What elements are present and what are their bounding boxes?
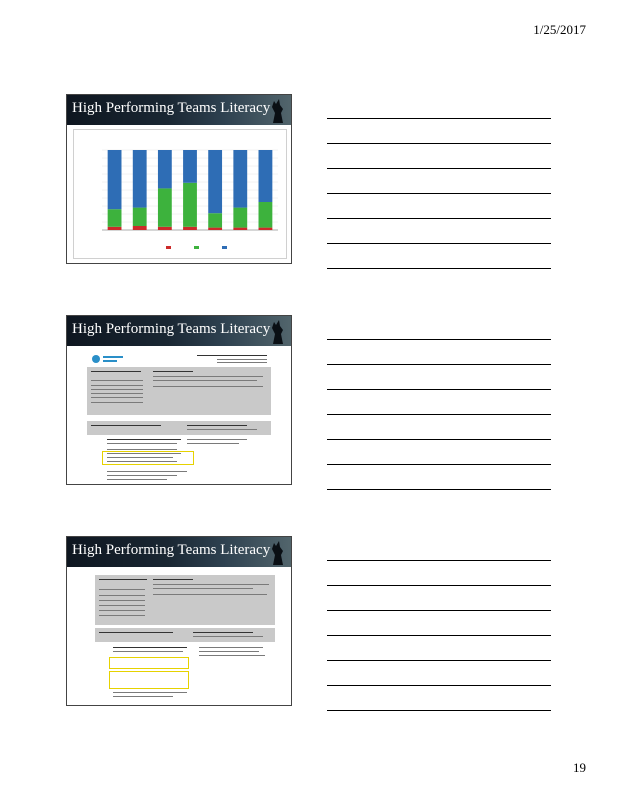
highlight-box: [109, 671, 189, 689]
doc-line: [193, 636, 263, 637]
doc-line: [91, 380, 143, 381]
highlight-box: [102, 451, 194, 465]
doc-line: [153, 588, 253, 589]
doc-line: [113, 696, 173, 697]
doc-line: [153, 584, 269, 585]
doc-line: [99, 615, 145, 616]
slide-body: [67, 567, 291, 705]
doc-line: [91, 397, 143, 398]
doc-line: [187, 429, 257, 430]
slide-thumbnail-1: [66, 94, 292, 264]
doc-line: [91, 425, 161, 426]
doc-line: [153, 371, 193, 372]
legend-swatch-1: [166, 246, 171, 249]
logo-icon: [91, 353, 125, 365]
page-number: 19: [573, 760, 586, 775]
notes-lines-1: [327, 94, 551, 269]
doc-line: [217, 359, 267, 360]
doc-line: [99, 595, 145, 596]
doc-line: [99, 589, 145, 590]
doc-line: [107, 479, 167, 480]
bar-segment-3-category-5: [208, 150, 222, 213]
doc-title-line: [197, 355, 267, 356]
doc-line: [99, 610, 145, 611]
chart-canvas: [74, 130, 286, 258]
bar-segment-3-category-1: [108, 150, 122, 209]
highlight-box: [109, 657, 189, 669]
doc-line: [91, 402, 143, 403]
doc-line: [153, 380, 257, 381]
document-thumbnail: [95, 575, 275, 703]
bar-segment-3-category-4: [183, 150, 197, 183]
bar-segment-1-category-4: [183, 227, 197, 230]
doc-line: [91, 371, 141, 372]
slide-thumbnail-2: [66, 315, 292, 485]
bar-segment-2-category-2: [133, 208, 147, 226]
doc-line: [113, 692, 187, 693]
doc-line: [91, 389, 143, 390]
slide-title: High Performing Teams Literacy: [72, 321, 271, 337]
doc-line: [199, 651, 259, 652]
doc-line: [199, 655, 265, 656]
doc-summary-band: [87, 367, 271, 415]
bar-segment-2-category-4: [183, 183, 197, 227]
doc-line: [187, 425, 247, 426]
legend-swatch-3: [222, 246, 227, 249]
doc-line: [153, 376, 263, 377]
slide-header: [67, 95, 291, 125]
doc-line: [153, 594, 267, 595]
doc-section-header: [95, 628, 275, 642]
bar-segment-3-category-6: [233, 150, 247, 208]
doc-line: [107, 471, 187, 472]
doc-line: [99, 632, 173, 633]
document-thumbnail: [87, 350, 271, 482]
bar-segment-2-category-6: [233, 208, 247, 228]
slide-thumbnail-3: [66, 536, 292, 706]
slide-title: High Performing Teams Literacy: [72, 542, 271, 558]
doc-line: [91, 393, 143, 394]
doc-line: [107, 443, 177, 444]
wolf-icon: [259, 316, 289, 346]
doc-line: [107, 439, 181, 440]
bar-segment-1-category-7: [259, 228, 273, 230]
doc-line: [187, 439, 247, 440]
bar-segment-1-category-1: [108, 227, 122, 230]
doc-line: [113, 647, 187, 648]
doc-line: [107, 475, 177, 476]
bar-segment-1-category-6: [233, 228, 247, 230]
slide-date: 1/25/2017: [533, 22, 586, 37]
bar-segment-3-category-2: [133, 150, 147, 208]
bar-segment-1-category-3: [158, 227, 172, 230]
doc-line: [153, 386, 263, 387]
doc-line: [107, 449, 177, 450]
stacked-bar-chart: [73, 129, 287, 259]
notes-lines-3: [327, 536, 551, 711]
doc-line: [99, 579, 147, 580]
slide-header: [67, 537, 291, 567]
doc-line: [91, 385, 143, 386]
doc-line: [153, 579, 193, 580]
legend-swatch-2: [194, 246, 199, 249]
notes-lines-2: [327, 315, 551, 490]
wolf-icon: [259, 537, 289, 567]
bar-segment-3-category-3: [158, 150, 172, 188]
slide-body: [67, 346, 291, 484]
bar-segment-1-category-2: [133, 226, 147, 230]
doc-line: [99, 605, 145, 606]
doc-line: [187, 443, 239, 444]
bar-segment-2-category-7: [259, 202, 273, 228]
doc-line: [217, 362, 267, 363]
doc-line: [199, 647, 263, 648]
wolf-icon: [259, 95, 289, 125]
slide-body: [67, 125, 291, 263]
doc-line: [193, 632, 253, 633]
slide-header: [67, 316, 291, 346]
doc-line: [99, 600, 145, 601]
bar-segment-1-category-5: [208, 228, 222, 230]
bar-segment-2-category-3: [158, 188, 172, 226]
bar-segment-2-category-1: [108, 209, 122, 227]
bar-segment-2-category-5: [208, 213, 222, 227]
bar-segment-3-category-7: [259, 150, 273, 202]
slide-title: High Performing Teams Literacy: [72, 100, 271, 116]
doc-section-header: [87, 421, 271, 435]
doc-line: [113, 651, 183, 652]
